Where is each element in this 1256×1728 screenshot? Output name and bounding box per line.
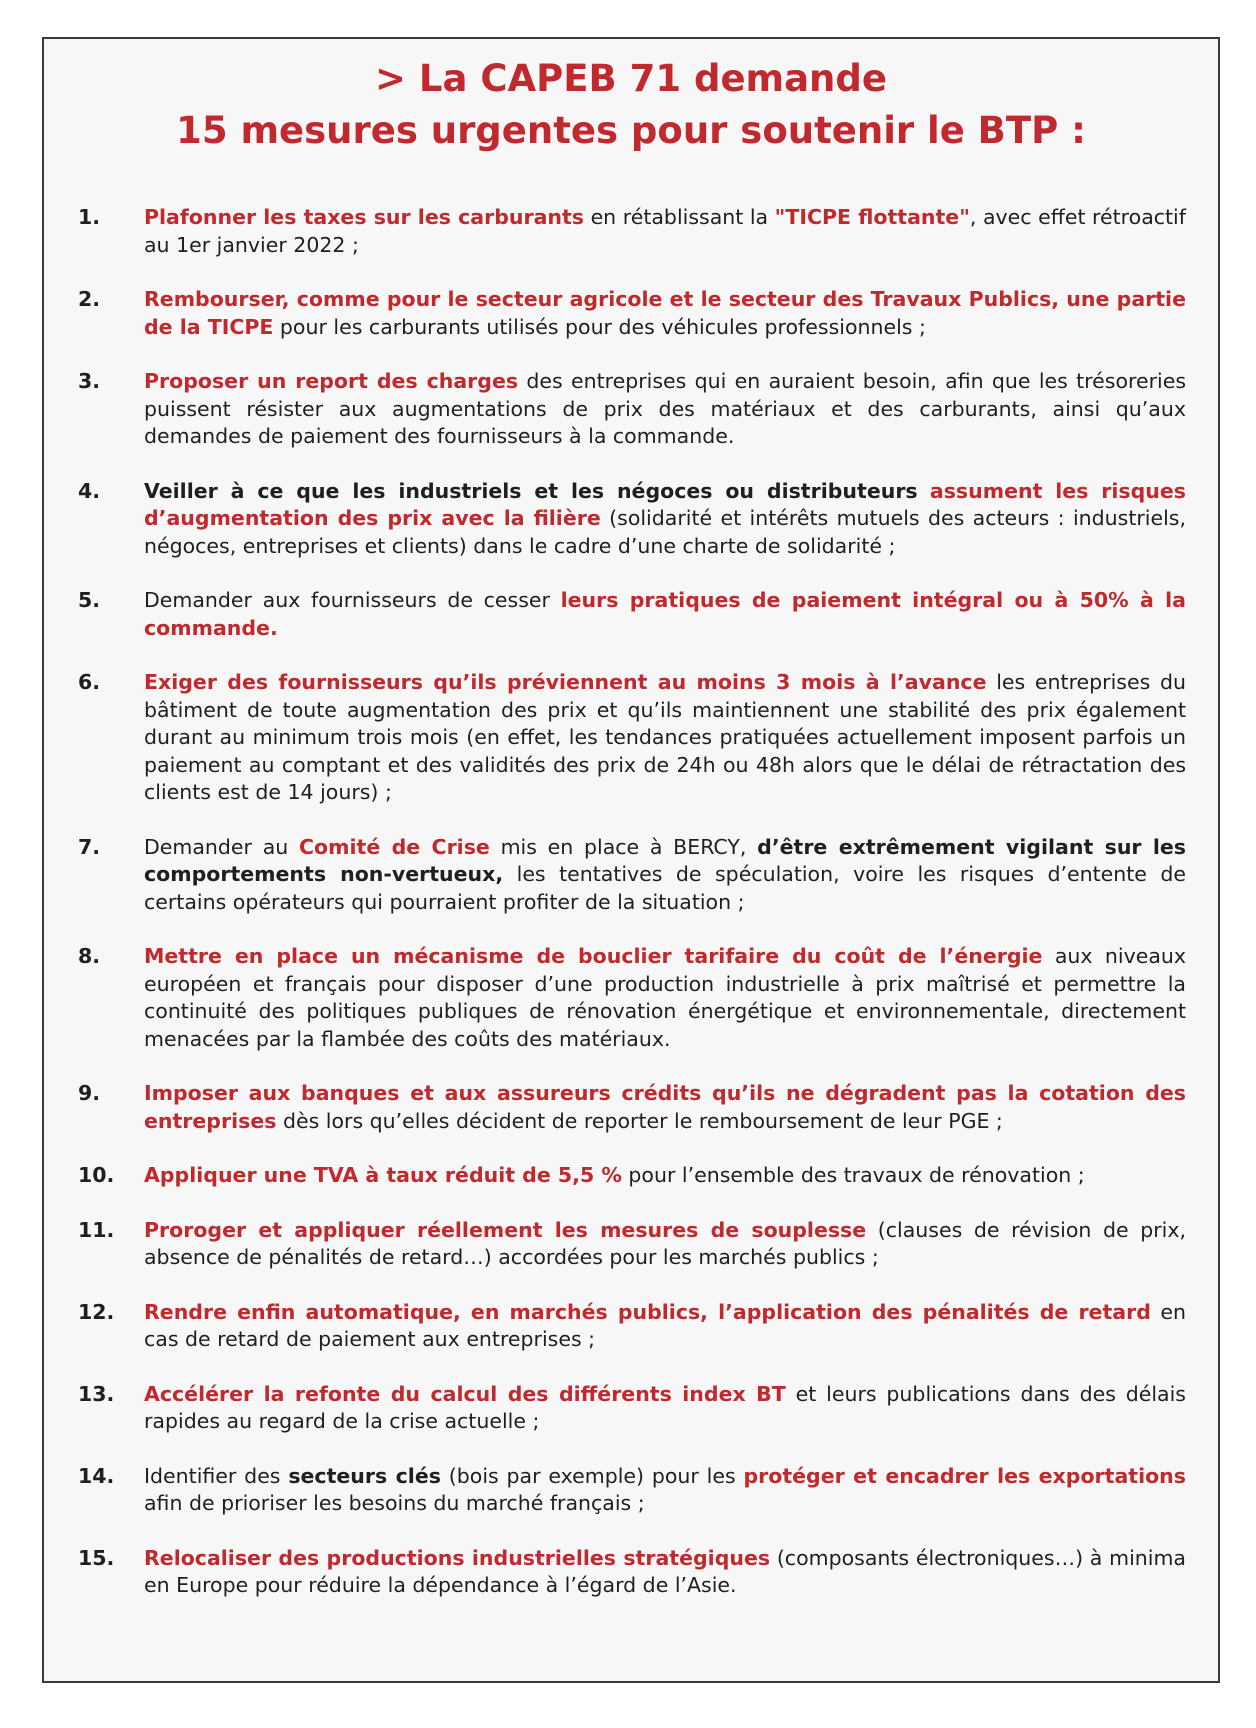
item-text <box>144 834 1186 917</box>
highlighted-text: Imposer aux banques et aux assureurs crédits qu’ils ne dégradent pas la cotation des entreprises <box>144 1081 1186 1133</box>
bold-text: secteurs clés <box>288 1463 441 1488</box>
page-title <box>44 53 1218 157</box>
item-number: 12. <box>78 1299 115 1324</box>
list-item <box>78 943 1186 1053</box>
highlighted-text: Plafonner les taxes sur les carburants <box>144 205 585 229</box>
item-text <box>144 1299 1186 1354</box>
item-number: 15. <box>78 1545 115 1570</box>
item-number: 13. <box>78 1381 115 1406</box>
item-number: 7. <box>78 834 101 859</box>
body-text: les tentatives de spéculation, voire les risques d’entente de certains opérateurs qui pourraient profiter de la situation ; <box>144 862 1186 914</box>
measures-list <box>78 204 1186 1600</box>
list-item <box>78 1381 1186 1436</box>
highlighted-text: Rembourser, comme pour le secteur agricole et le secteur des Travaux Publics, une partie de la TICPE <box>144 287 1186 339</box>
highlighted-text: Proroger et appliquer réellement les mesures de souplesse <box>144 1217 867 1242</box>
highlighted-text: Appliquer une TVA à taux réduit de 5,5 % <box>144 1163 622 1187</box>
highlighted-text: "TICPE flottante" <box>774 205 970 229</box>
document-frame <box>42 37 1220 1683</box>
body-text: dès lors qu’elles décident de reporter le remboursement de leur PGE ; <box>276 1108 1003 1133</box>
title-line-2: 15 mesures urgentes pour soutenir le BTP : <box>176 109 1086 152</box>
list-item <box>78 1545 1186 1600</box>
item-text <box>144 669 1186 807</box>
item-text <box>144 478 1186 561</box>
highlighted-text: Comité de Crise <box>299 834 490 859</box>
item-number: 4. <box>78 478 101 503</box>
item-text <box>144 1080 1186 1135</box>
list-item <box>78 1080 1186 1135</box>
item-text <box>144 1463 1186 1518</box>
item-number: 9. <box>78 1081 101 1105</box>
body-text: , avec effet rétroactif au 1er janvier 2022 ; <box>144 205 1186 257</box>
list-item <box>78 1463 1186 1518</box>
item-text <box>144 943 1186 1053</box>
body-text: Demander aux fournisseurs de cesser <box>144 588 561 612</box>
list-item <box>78 587 1186 642</box>
item-number: 14. <box>78 1463 115 1488</box>
highlighted-text: Relocaliser des productions industrielles stratégiques <box>144 1545 771 1570</box>
body-text: (bois par exemple) pour les <box>440 1463 744 1488</box>
list-item <box>78 204 1186 259</box>
list-item <box>78 286 1186 341</box>
item-number: 5. <box>78 588 101 612</box>
highlighted-text: Accélérer la refonte du calcul des différents index BT <box>144 1381 786 1406</box>
item-number: 8. <box>78 944 101 968</box>
highlighted-text: Proposer un report des charges <box>144 369 519 393</box>
body-text: mis en place à BERCY, <box>489 834 758 859</box>
body-text: afin de prioriser les besoins du marché français ; <box>144 1491 645 1515</box>
highlighted-text: Rendre enfin automatique, en marchés publics, l’application des pénalités de retard <box>144 1299 1151 1324</box>
body-text: et leurs publications dans des délais rapides au regard de la crise actuelle ; <box>144 1381 1186 1433</box>
body-text: en cas de retard de paiement aux entreprises ; <box>144 1299 1186 1351</box>
item-text <box>144 1381 1186 1436</box>
body-text: (solidarité et intérêts mutuels des acteurs : industriels, négoces, entreprises et clients) dans le cadre d’une charte de solidarité ; <box>144 506 1186 558</box>
item-number: 11. <box>78 1217 115 1242</box>
body-text: Identifier des <box>144 1463 289 1488</box>
body-text <box>918 479 930 503</box>
item-number: 6. <box>78 670 101 694</box>
list-item <box>78 368 1186 451</box>
item-text <box>144 587 1186 642</box>
body-text: Demander au <box>144 834 300 859</box>
item-text <box>144 368 1186 451</box>
item-number: 10. <box>78 1163 115 1187</box>
highlighted-text: leurs pratiques de paiement intégral ou à 50% à la commande. <box>144 588 1186 640</box>
highlighted-text: Mettre en place un mécanisme de bouclier tarifaire du coût de l’énergie <box>144 944 1043 968</box>
bold-text: d’être extrêmement vigilant sur les comportements non-vertueux, <box>144 834 1187 886</box>
item-text <box>144 1217 1186 1272</box>
list-item <box>78 834 1186 917</box>
list-item <box>78 478 1186 561</box>
highlighted-text: Exiger des fournisseurs qu’ils préviennent au moins 3 mois à l’avance <box>144 670 987 694</box>
body-text: (composants électroniques…) à minima en Europe pour réduire la dépendance à l’égard de l’Asie. <box>144 1545 1186 1597</box>
item-number: 2. <box>78 287 101 311</box>
item-text <box>144 1162 1186 1190</box>
list-item <box>78 669 1186 807</box>
item-text <box>144 1545 1186 1600</box>
list-item <box>78 1217 1186 1272</box>
body-text: aux niveaux européen et français pour disposer d’une production industrielle à prix maîtrisé et permettre la continuité des politiques publiques de rénovation énergétique et environnementale, directement menacées par la flambée des coûts des matériaux. <box>144 944 1186 1051</box>
list-item <box>78 1299 1186 1354</box>
item-number: 3. <box>78 369 101 393</box>
body-text: des entreprises qui en auraient besoin, afin que les trésoreries puissent résister aux augmentations de prix des matériaux et des carburants, ainsi qu’aux demandes de paiement des fournisseurs à la commande. <box>144 369 1186 448</box>
body-text: (clauses de révision de prix, absence de pénalités de retard…) accordées pour les marchés publics ; <box>144 1217 1186 1269</box>
title-line-1: > La CAPEB 71 demande <box>375 57 887 100</box>
item-text <box>144 204 1186 259</box>
item-text <box>144 286 1186 341</box>
highlighted-text: protéger et encadrer les exportations <box>743 1463 1186 1488</box>
highlighted-text: assument les risques d’augmentation des prix avec la filière <box>144 478 1186 530</box>
list-item <box>78 1162 1186 1190</box>
body-text: les entreprises du bâtiment de toute augmentation des prix et qu’ils maintiennent une stabilité des prix également durant au minimum trois mois (en effet, les tendances pratiquées actuellement imposent parfois un paiement au comptant et des validités des prix de 24h ou 48h alors que le délai de rétractation des clients est de 14 jours) ; <box>144 670 1187 804</box>
item-number: 1. <box>78 205 101 229</box>
body-text: pour l’ensemble des travaux de rénovation ; <box>621 1163 1085 1187</box>
body-text: en rétablissant la <box>584 205 775 229</box>
body-text: pour les carburants utilisés pour des véhicules professionnels ; <box>273 314 926 339</box>
bold-text: Veiller à ce que les industriels et les négoces ou distributeurs <box>144 478 918 503</box>
